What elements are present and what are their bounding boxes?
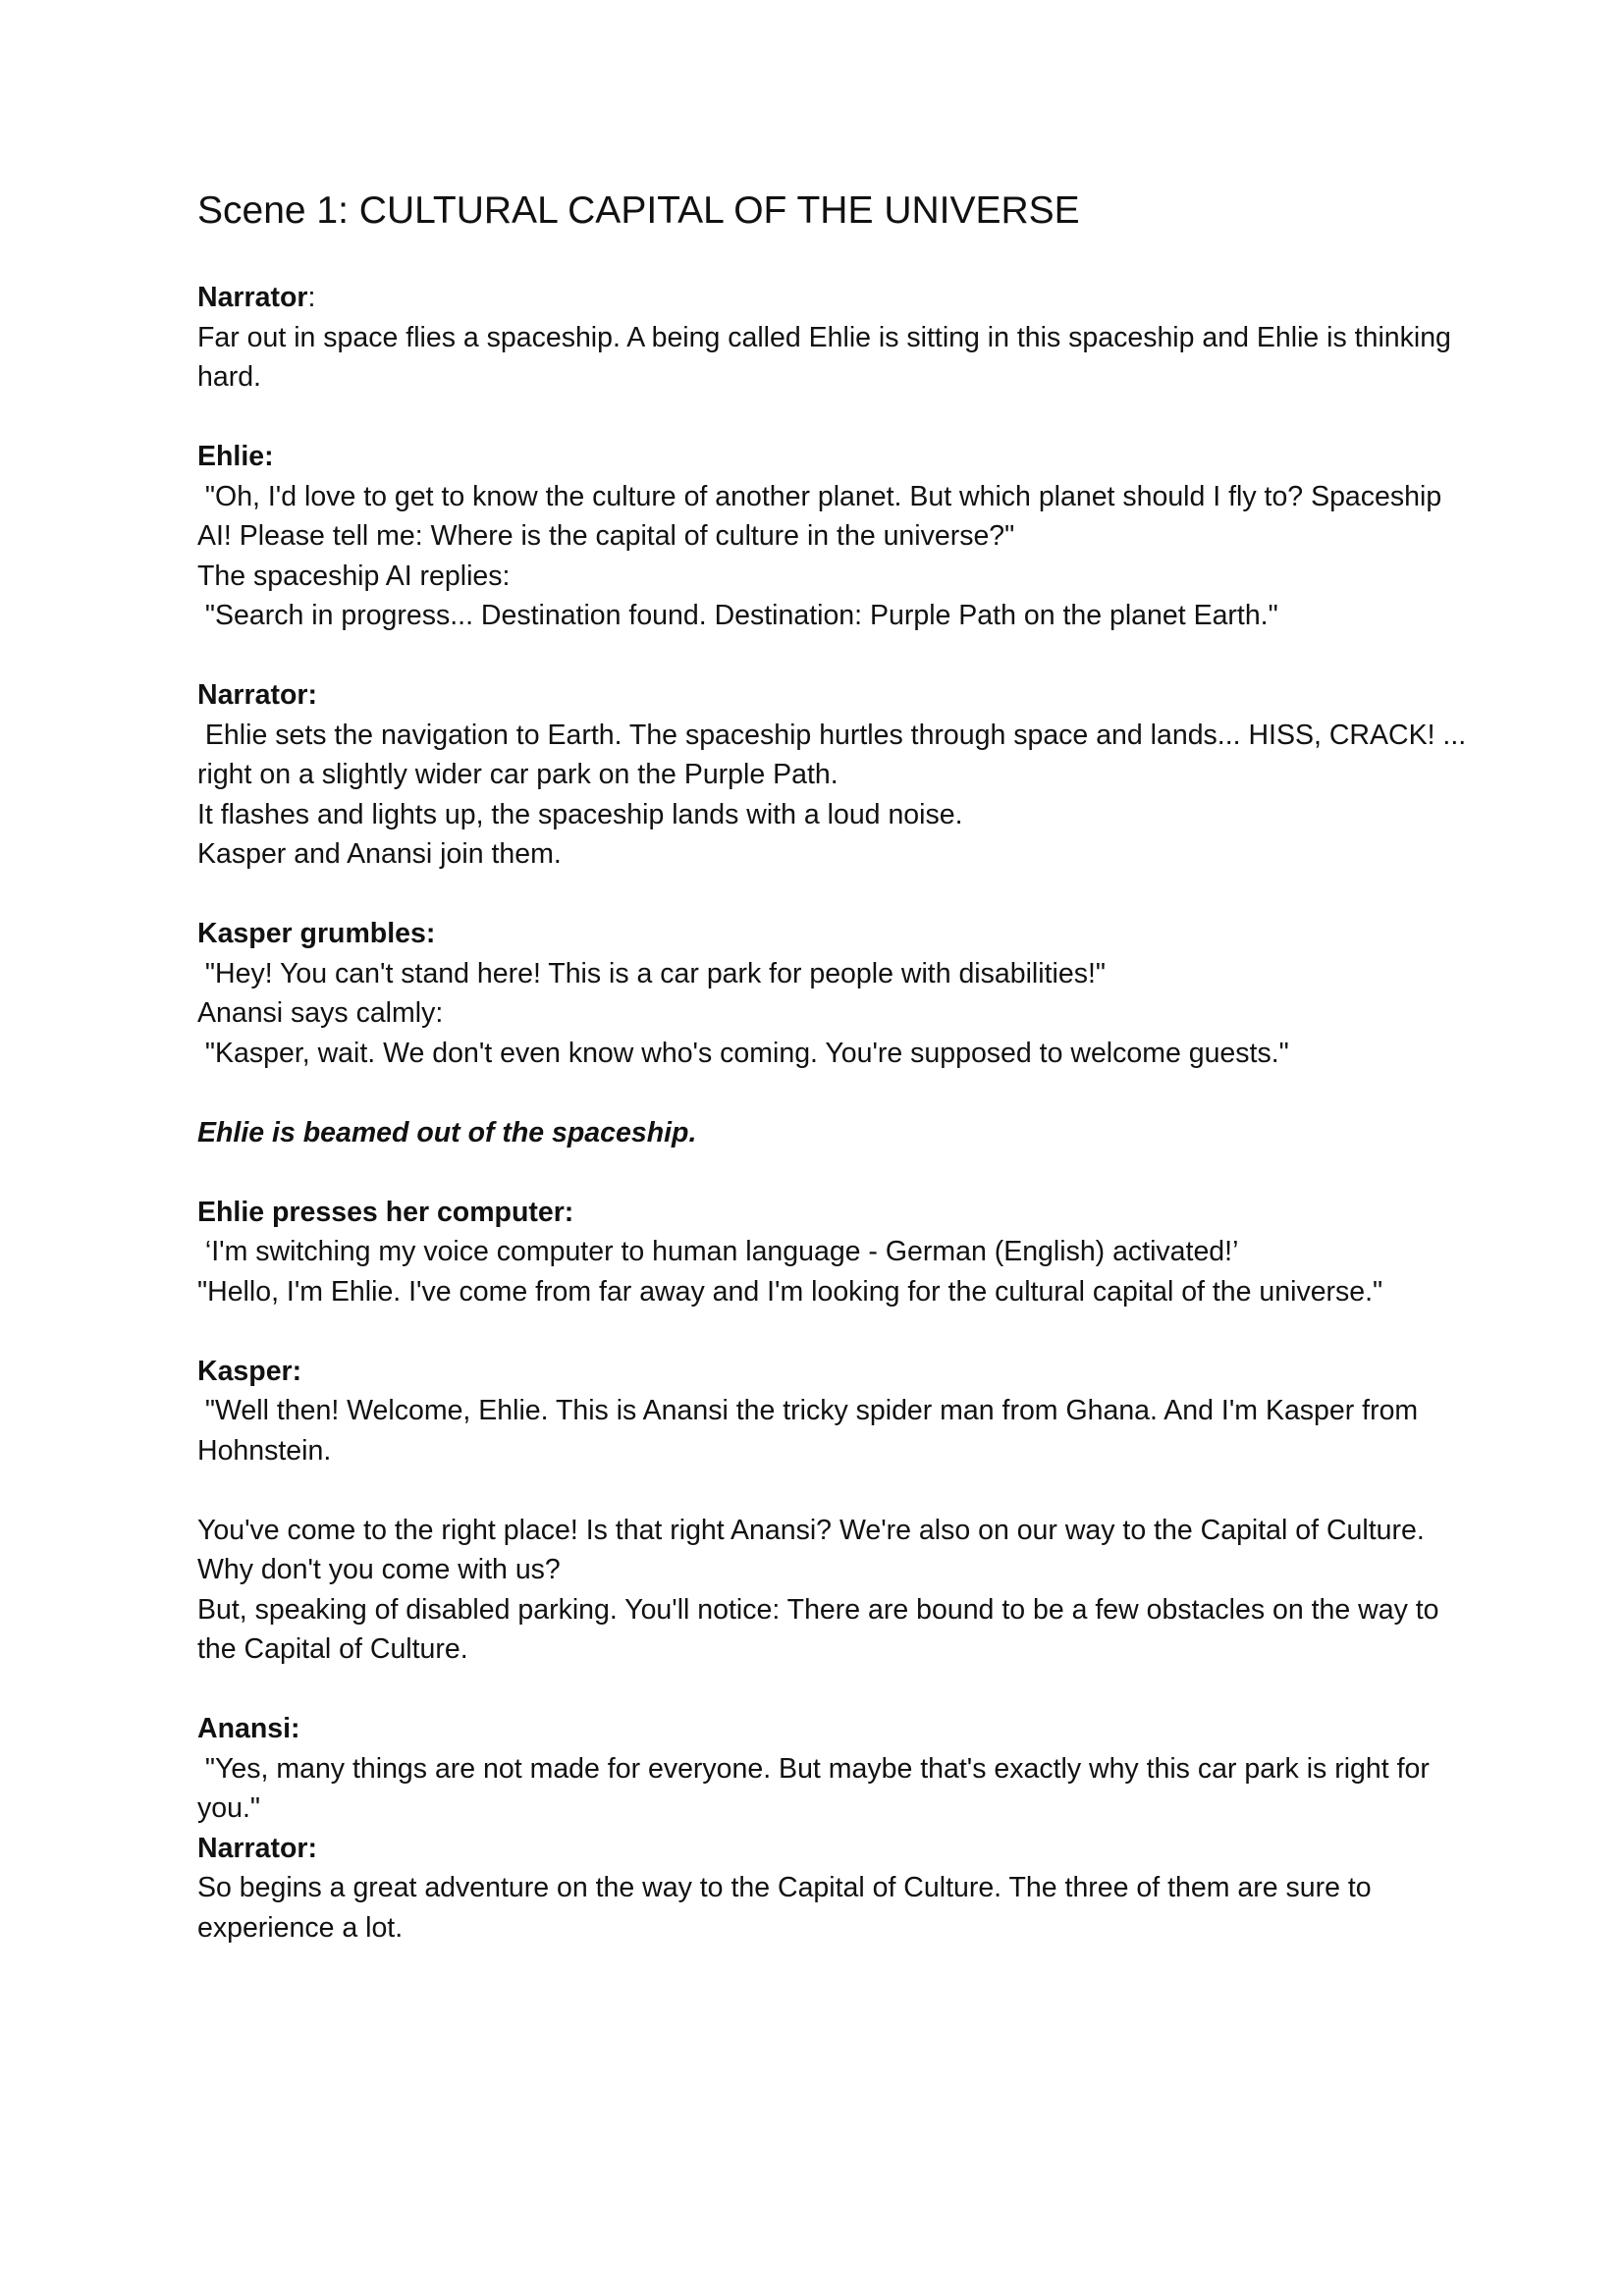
speaker-label: Narrator:: [197, 679, 317, 711]
dialogue-line: Kasper and Anansi join them.: [197, 838, 562, 870]
dialogue-block-ehlie-1: [197, 437, 1474, 636]
dialogue-line: "Search in progress... Destination found. Destination: Purple Path on the planet Earth.": [197, 600, 1278, 631]
dialogue-block-kasper-1: [197, 914, 1474, 1073]
dialogue-block-narrator-3: [197, 1829, 1474, 1949]
speaker-label: Narrator:: [197, 1832, 317, 1864]
script-page: [197, 187, 1474, 1948]
dialogue-line: Far out in space flies a spaceship. A being called Ehlie is sitting in this spaceship and Ehlie is thinking hard.: [197, 321, 1459, 393]
speaker-label: Kasper:: [197, 1355, 302, 1387]
dialogue-line: "Yes, many things are not made for everyone. But maybe that's exactly why this car park is right for you.": [197, 1752, 1437, 1824]
dialogue-block-anansi: [197, 1709, 1474, 1829]
dialogue-line: "Well then! Welcome, Ehlie. This is Anansi the tricky spider man from Ghana. And I'm Kasper from Hohnstein.: [197, 1395, 1427, 1467]
dialogue-line: The spaceship AI replies:: [197, 560, 511, 592]
speaker-label: Narrator:: [197, 282, 316, 313]
dialogue-line: Anansi says calmly:: [197, 997, 444, 1029]
dialogue-line: ‘I'm switching my voice computer to human language - German (English) activated!’: [197, 1236, 1239, 1267]
stage-direction: Ehlie is beamed out of the spaceship.: [197, 1116, 697, 1148]
dialogue-block-kasper-continued: [197, 1511, 1474, 1670]
dialogue-line: But, speaking of disabled parking. You'll notice: There are bound to be a few obstacles on the way to the Capital of Culture.: [197, 1593, 1447, 1665]
dialogue-line: You've come to the right place! Is that right Anansi? We're also on our way to the Capital of Culture. Why don't you come with us?: [197, 1514, 1433, 1585]
speaker-label: Kasper grumbles:: [197, 918, 436, 949]
stage-direction-block: [197, 1113, 1474, 1153]
dialogue-block-narrator-1: [197, 278, 1474, 398]
dialogue-line: "Hey! You can't stand here! This is a car park for people with disabilities!": [197, 957, 1106, 989]
dialogue-block-kasper-2: [197, 1352, 1474, 1471]
scene-title: Scene 1: CULTURAL CAPITAL OF THE UNIVERSE: [197, 189, 1080, 232]
dialogue-block-ehlie-2: [197, 1193, 1474, 1312]
dialogue-line: So begins a great adventure on the way to the Capital of Culture. The three of them are sure to experience a lot.: [197, 1872, 1380, 1944]
speaker-label: Ehlie presses her computer:: [197, 1196, 574, 1228]
speaker-label: Anansi:: [197, 1713, 300, 1744]
dialogue-line: "Kasper, wait. We don't even know who's coming. You're supposed to welcome guests.": [197, 1037, 1289, 1069]
speaker-label: Ehlie:: [197, 441, 274, 472]
dialogue-line: "Hello, I'm Ehlie. I've come from far away and I'm looking for the cultural capital of the universe.": [197, 1275, 1383, 1308]
dialogue-block-narrator-2: [197, 675, 1474, 875]
dialogue-line: "Oh, I'd love to get to know the culture of another planet. But which planet should I fly to? Spaceship AI! Please tell me: Where is the capital of culture in the universe?": [197, 480, 1448, 552]
dialogue-line: Ehlie sets the navigation to Earth. The spaceship hurtles through space and lands... HISS, CRACK! ... right on a slightly wider car park on the Purple Path.: [197, 719, 1475, 790]
dialogue-line: It flashes and lights up, the spaceship lands with a loud noise.: [197, 798, 963, 830]
